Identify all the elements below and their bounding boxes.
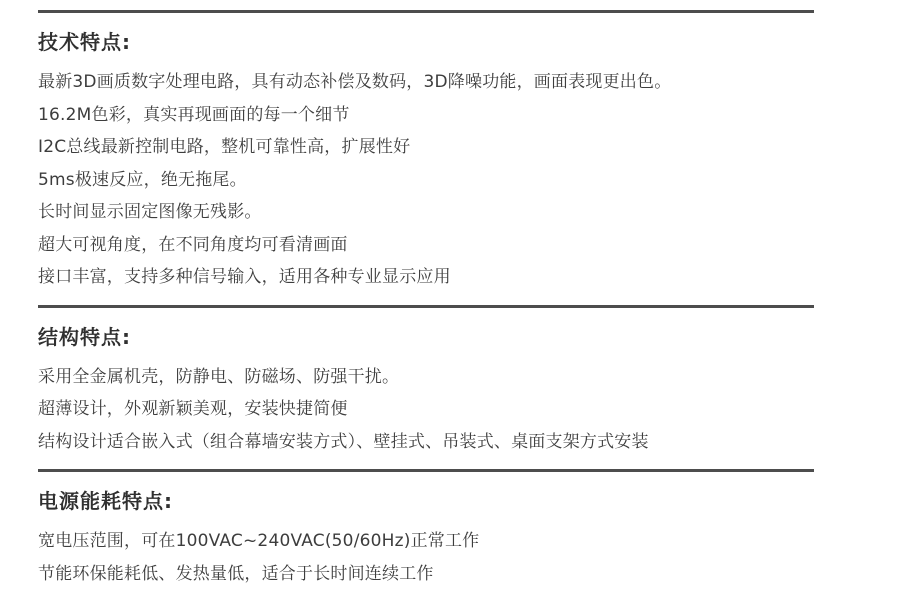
section-structure-features [38, 308, 900, 470]
section-tech-features [38, 13, 900, 305]
section-heading-tech: 技术特点: [38, 30, 131, 54]
section-power-features [38, 472, 900, 601]
feature-line: 超薄设计，外观新颖美观，安装快捷简便 [38, 399, 348, 419]
feature-line: 16.2M色彩，真实再现画面的每一个细节 [38, 104, 350, 125]
feature-line: 超大可视角度，在不同角度均可看清画面 [38, 234, 348, 255]
feature-line: I2C总线最新控制电路，整机可靠性高，扩展性好 [38, 137, 411, 157]
feature-line: 最新3D画质数字处理电路，具有动态补偿及数码，3D降噪功能，画面表现更出色。 [38, 72, 672, 92]
feature-line: 宽电压范围，可在100VAC~240VAC(50/60Hz)正常工作 [38, 531, 480, 551]
section-heading-power: 电源能耗特点: [38, 489, 173, 513]
feature-line: 结构设计适合嵌入式（组合幕墙安装方式）、壁挂式、吊装式、桌面支架方式安装 [38, 431, 649, 452]
feature-line: 节能环保能耗低、发热量低，适合于长时间连续工作 [38, 563, 434, 584]
feature-line: 接口丰富，支持多种信号输入，适用各种专业显示应用 [38, 267, 451, 287]
feature-line: 长时间显示固定图像无残影。 [38, 202, 262, 222]
feature-line: 5ms极速反应，绝无拖尾。 [38, 169, 247, 190]
section-heading-structure: 结构特点: [38, 324, 131, 349]
feature-line: 采用全金属机壳，防静电、防磁场、防强干扰。 [38, 366, 400, 387]
